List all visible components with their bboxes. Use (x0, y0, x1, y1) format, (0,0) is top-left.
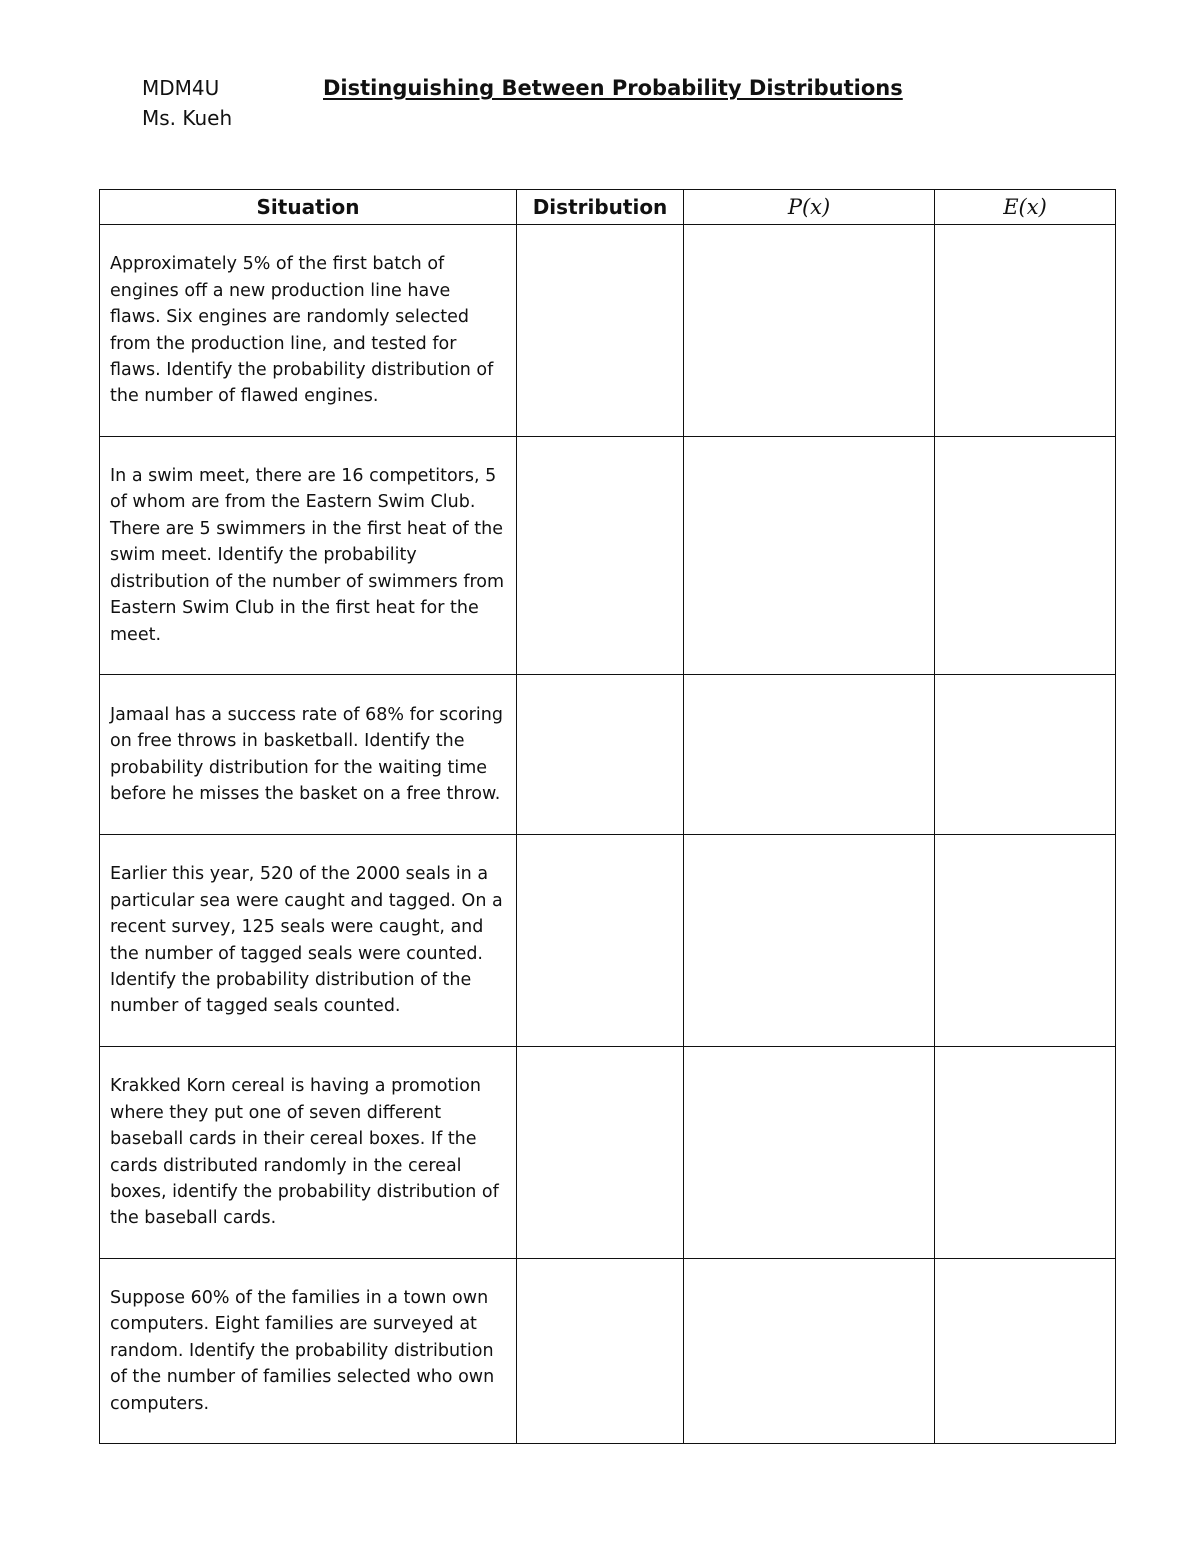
distribution-answer-cell[interactable] (517, 225, 684, 437)
course-code: MDM4U (142, 76, 220, 100)
situation-text: Earlier this year, 520 of the 2000 seals in a particular sea were caught and tagged. On a recent survey, 125 seals were caught, and the number of tagged seals were counted. Identify the probability distribution of the number of tagged seals counted. (110, 864, 503, 1017)
ex-answer-cell[interactable] (935, 1259, 1116, 1444)
column-header-distribution: Distribution (517, 190, 684, 225)
px-answer-cell[interactable] (684, 835, 935, 1047)
table-row (100, 835, 1116, 1047)
table-row (100, 437, 1116, 675)
ex-answer-cell[interactable] (935, 675, 1116, 835)
table-header-row (100, 190, 1116, 225)
px-answer-cell[interactable] (684, 675, 935, 835)
teacher-name: Ms. Kueh (142, 106, 233, 130)
situation-cell (100, 437, 517, 675)
px-answer-cell[interactable] (684, 1047, 935, 1259)
table-row (100, 225, 1116, 437)
distribution-table (99, 189, 1116, 1444)
situation-cell (100, 835, 517, 1047)
ex-answer-cell[interactable] (935, 1047, 1116, 1259)
ex-answer-cell[interactable] (935, 225, 1116, 437)
situation-text: Suppose 60% of the families in a town own computers. Eight families are surveyed at random. Identify the probability distribution of the number of families selected who own computers. (110, 1287, 495, 1414)
distribution-answer-cell[interactable] (517, 1259, 684, 1444)
ex-answer-cell[interactable] (935, 437, 1116, 675)
column-header-ex: E(x) (935, 190, 1116, 225)
table-row (100, 1259, 1116, 1444)
px-answer-cell[interactable] (684, 1259, 935, 1444)
table-row (100, 1047, 1116, 1259)
situation-text: Approximately 5% of the first batch of engines off a new production line have flaws. Six engines are randomly selected from the production line, and tested for flaws. Identify the probability distribution of the number of flawed engines. (110, 254, 494, 407)
situation-cell (100, 225, 517, 437)
table-row (100, 675, 1116, 835)
situation-cell (100, 1259, 517, 1444)
px-answer-cell[interactable] (684, 437, 935, 675)
distribution-answer-cell[interactable] (517, 437, 684, 675)
situation-text: Jamaal has a success rate of 68% for scoring on free throws in basketball. Identify the probability distribution for the waiting time before he misses the basket on a free throw. (110, 704, 503, 804)
situation-text: Krakked Korn cereal is having a promotion where they put one of seven different baseball cards in their cereal boxes. If the cards distributed randomly in the cereal boxes, identify the probability distribution of the baseball cards. (110, 1076, 499, 1229)
column-header-situation: Situation (100, 190, 517, 225)
distribution-answer-cell[interactable] (517, 675, 684, 835)
situation-text: In a swim meet, there are 16 competitors, 5 of whom are from the Eastern Swim Club. There are 5 swimmers in the first heat of the swim meet. Identify the probability distribution of the number of swimmers from Eastern Swim Club in the first heat for the meet. (110, 466, 505, 645)
ex-answer-cell[interactable] (935, 835, 1116, 1047)
situation-cell (100, 675, 517, 835)
px-answer-cell[interactable] (684, 225, 935, 437)
distribution-answer-cell[interactable] (517, 835, 684, 1047)
column-header-px: P(x) (684, 190, 935, 225)
page-title: Distinguishing Between Probability Distributions (323, 76, 903, 100)
situation-cell (100, 1047, 517, 1259)
distribution-answer-cell[interactable] (517, 1047, 684, 1259)
